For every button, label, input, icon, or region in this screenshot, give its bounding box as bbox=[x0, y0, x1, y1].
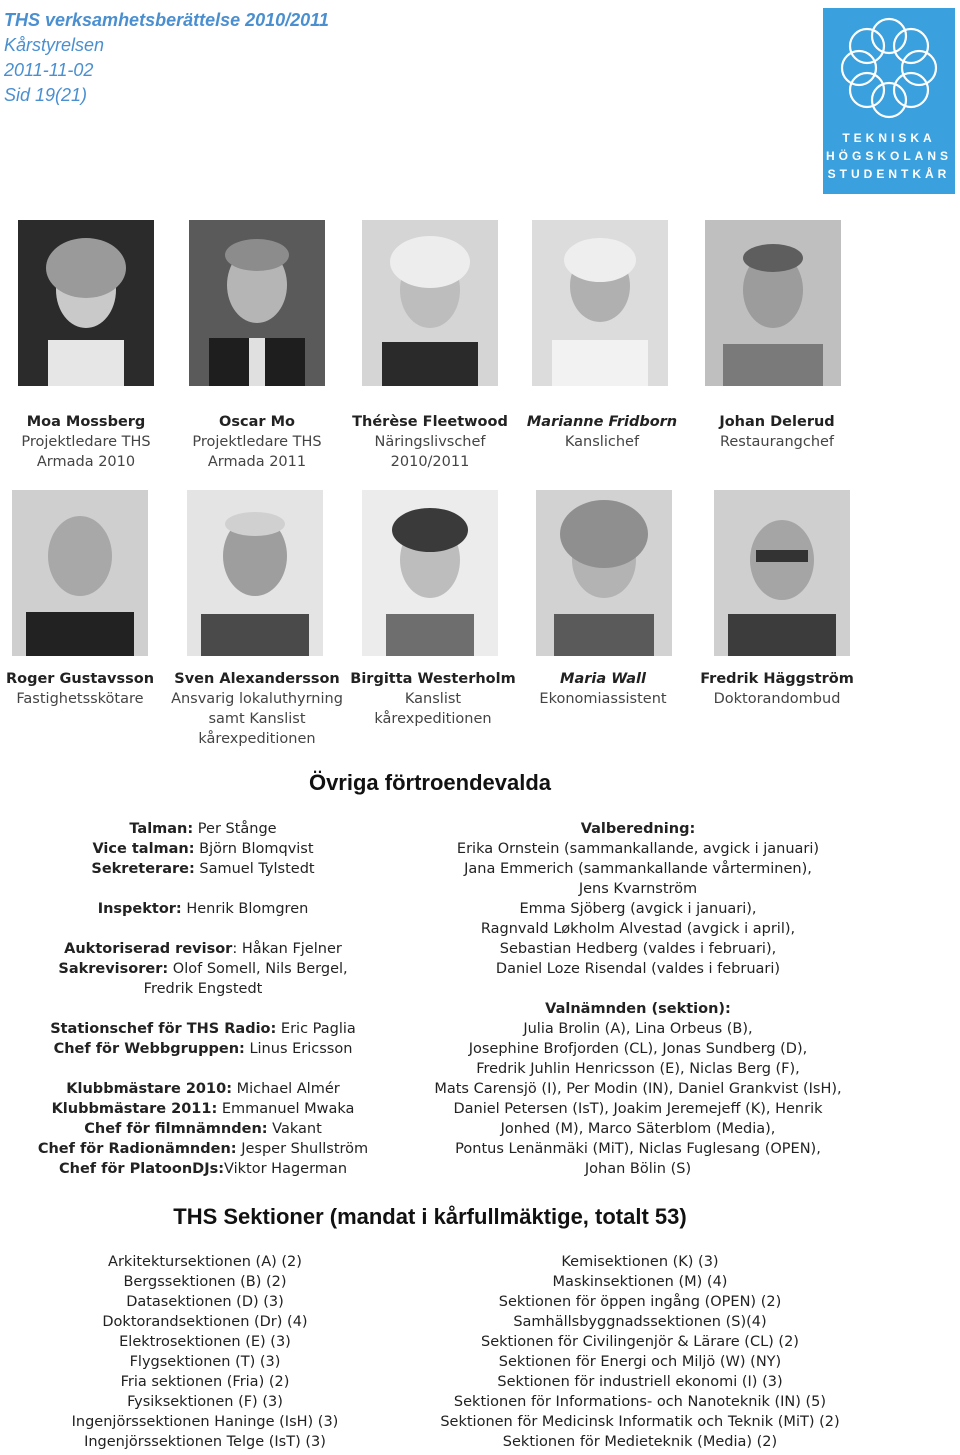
valberedning-member: Emma Sjöberg (avgick i januari), bbox=[519, 901, 757, 917]
official-line bbox=[10, 1079, 396, 1099]
officials-right-column bbox=[408, 819, 868, 1179]
section-item: Ingenjörssektionen Haninge (IsH) (3) bbox=[71, 1414, 339, 1430]
staff-role: Doktorandombud bbox=[713, 691, 841, 707]
section-item: Kemisektionen (K) (3) bbox=[561, 1254, 719, 1270]
valnamnden-members: Julia Brolin (A), Lina Orbeus (B), bbox=[523, 1021, 753, 1037]
official-label: Vice talman: bbox=[92, 841, 195, 857]
official-line bbox=[10, 1019, 396, 1039]
valnamnden-members: Fredrik Juhlin Henricsson (E), Niclas Berg (F), bbox=[476, 1061, 800, 1077]
valberedning-member: Jana Emmerich (sammankallande vårterminen), bbox=[464, 861, 812, 877]
staff-role: Projektledare THS bbox=[21, 434, 151, 450]
section-heading-ovriga: Övriga förtroendevalda bbox=[308, 770, 552, 795]
official-line bbox=[10, 1159, 396, 1179]
portrait-photo bbox=[189, 220, 325, 386]
logo-text-line2: HÖGSKOLANS bbox=[825, 149, 952, 163]
section-item: Sektionen för industriell ekonomi (I) (3) bbox=[497, 1374, 783, 1390]
staff-role: Ansvarig lokaluthyrning bbox=[171, 691, 343, 707]
official-line bbox=[10, 819, 396, 839]
official-label: Sekreterare: bbox=[91, 861, 195, 877]
staff-name: Johan Delerud bbox=[719, 414, 835, 430]
section-item: Fria sektionen (Fria) (2) bbox=[120, 1374, 290, 1390]
staff-card bbox=[513, 669, 693, 709]
staff-name: Moa Mossberg bbox=[26, 414, 146, 430]
official-label: Sakrevisorer: bbox=[58, 961, 169, 977]
document-header bbox=[4, 8, 329, 108]
section-item: Arkitektursektionen (A) (2) bbox=[108, 1254, 302, 1270]
sections-left-column bbox=[20, 1252, 390, 1452]
section-heading-sektioner: THS Sektioner (mandat i kårfullmäktige, totalt 53) bbox=[173, 1204, 687, 1229]
valnamnden-label: Valnämnden (sektion): bbox=[545, 1001, 731, 1017]
valberedning-member: Erika Ornstein (sammankallande, avgick i januari) bbox=[456, 841, 820, 857]
portrait-photo bbox=[362, 490, 498, 656]
official-label: Chef för Webbgruppen: bbox=[53, 1041, 245, 1057]
staff-name: Sven Alexandersson bbox=[174, 671, 340, 687]
staff-card bbox=[512, 412, 692, 452]
official-label: Klubbmästare 2011: bbox=[51, 1101, 218, 1117]
official-value: Per Stånge bbox=[193, 821, 277, 837]
section-item: Doktorandsektionen (Dr) (4) bbox=[102, 1314, 308, 1330]
official-line bbox=[10, 839, 396, 859]
staff-name: Birgitta Westerholm bbox=[350, 671, 516, 687]
official-value: : Håkan Fjelner bbox=[232, 941, 342, 957]
valnamnden-members: Jonhed (M), Marco Säterblom (Media), bbox=[500, 1121, 776, 1137]
section-item: Samhällsbyggnadssektionen (S)(4) bbox=[513, 1314, 767, 1330]
page-number: Sid 19(21) bbox=[4, 85, 88, 105]
staff-card bbox=[167, 669, 347, 749]
staff-card bbox=[687, 669, 867, 709]
valnamnden-members: Mats Carensjö (I), Per Modin (IN), Daniel Grankvist (IsH), bbox=[434, 1081, 842, 1097]
portrait-photo bbox=[705, 220, 841, 386]
official-label: Klubbmästare 2010: bbox=[66, 1081, 232, 1097]
valberedning-member: Daniel Loze Risendal (valdes i februari) bbox=[495, 961, 781, 977]
valberedning-label: Valberedning: bbox=[580, 821, 696, 837]
section-item: Maskinsektionen (M) (4) bbox=[552, 1274, 728, 1290]
staff-role: Ekonomiassistent bbox=[539, 691, 667, 707]
staff-role: kårexpeditionen bbox=[374, 711, 492, 727]
official-line bbox=[10, 1039, 396, 1059]
section-item: Fysiksektionen (F) (3) bbox=[127, 1394, 283, 1410]
staff-name: Thérèse Fleetwood bbox=[352, 414, 508, 430]
document-date: 2011-11-02 bbox=[4, 60, 94, 80]
official-value: Henrik Blomgren bbox=[181, 901, 309, 917]
valnamnden-members: Josephine Brofjorden (CL), Jonas Sundberg (D), bbox=[468, 1041, 808, 1057]
staff-role: Fastighetsskötare bbox=[16, 691, 144, 707]
section-item: Sektionen för Energi och Miljö (W) (NY) bbox=[498, 1354, 782, 1370]
section-item: Flygsektionen (T) (3) bbox=[129, 1354, 281, 1370]
staff-card bbox=[0, 412, 176, 472]
portrait-photo bbox=[362, 220, 498, 386]
staff-name: Maria Wall bbox=[560, 671, 646, 687]
valberedning-member: Ragnvald Løkholm Alvestad (avgick i april), bbox=[480, 921, 796, 937]
staff-name: Fredrik Häggström bbox=[700, 671, 854, 687]
section-item: Sektionen för Civilingenjör & Lärare (CL) (2) bbox=[481, 1334, 799, 1350]
official-value: Olof Somell, Nils Bergel, bbox=[168, 961, 348, 977]
logo-text-line3: STUDENTKÅR bbox=[827, 167, 951, 181]
official-line bbox=[10, 1119, 396, 1139]
valberedning-member: Sebastian Hedberg (valdes i februari), bbox=[499, 941, 777, 957]
staff-name: Marianne Fridborn bbox=[526, 414, 678, 430]
section-item: Datasektionen (D) (3) bbox=[126, 1294, 284, 1310]
document-org: Kårstyrelsen bbox=[4, 35, 105, 55]
official-line bbox=[10, 1139, 396, 1159]
official-value: Viktor Hagerman bbox=[224, 1161, 348, 1177]
section-item: Sektionen för Informations- och Nanoteknik (IN) (5) bbox=[453, 1394, 827, 1410]
official-value: Eric Paglia bbox=[276, 1021, 356, 1037]
staff-role: Kanslist bbox=[404, 691, 462, 707]
staff-role: Restaurangchef bbox=[719, 434, 835, 450]
portrait-photo bbox=[536, 490, 672, 656]
staff-card bbox=[0, 669, 170, 709]
ths-logo bbox=[823, 8, 955, 194]
portrait-photo bbox=[532, 220, 668, 386]
official-label: Talman: bbox=[129, 821, 194, 837]
official-line bbox=[10, 939, 396, 959]
staff-card bbox=[167, 412, 347, 472]
official-value: Jesper Shullström bbox=[236, 1141, 369, 1157]
staff-name: Oscar Mo bbox=[219, 414, 295, 430]
official-label: Inspektor: bbox=[97, 901, 182, 917]
official-line bbox=[10, 1099, 396, 1119]
official-label: Stationschef för THS Radio: bbox=[50, 1021, 277, 1037]
official-label: Auktoriserad revisor bbox=[64, 941, 233, 957]
official-line bbox=[10, 859, 396, 879]
portrait-photo bbox=[714, 490, 850, 656]
portrait-photo bbox=[12, 490, 148, 656]
staff-role: Armada 2011 bbox=[207, 454, 307, 470]
section-item: Sektionen för öppen ingång (OPEN) (2) bbox=[498, 1294, 782, 1310]
staff-card bbox=[340, 412, 520, 472]
staff-role: Armada 2010 bbox=[36, 454, 136, 470]
section-item: Sektionen för Medieteknik (Media) (2) bbox=[502, 1434, 778, 1450]
staff-name: Roger Gustavsson bbox=[5, 671, 155, 687]
section-item: Ingenjörssektionen Telge (IsT) (3) bbox=[84, 1434, 326, 1450]
staff-role: 2010/2011 bbox=[390, 454, 470, 470]
staff-role: Projektledare THS bbox=[192, 434, 322, 450]
valberedning-member: Jens Kvarnström bbox=[578, 881, 698, 897]
valnamnden-members: Pontus Lenänmäki (MiT), Niclas Fuglesang (OPEN), bbox=[455, 1141, 821, 1157]
valnamnden-members: Johan Bölin (S) bbox=[584, 1161, 692, 1177]
staff-card bbox=[343, 669, 523, 729]
official-line bbox=[10, 959, 396, 979]
official-value: Samuel Tylstedt bbox=[194, 861, 315, 877]
staff-role: Näringslivschef bbox=[374, 434, 486, 450]
portrait-photo bbox=[18, 220, 154, 386]
document-title: THS verksamhetsberättelse 2010/2011 bbox=[4, 10, 329, 30]
official-label: Chef för filmnämnden: bbox=[84, 1121, 268, 1137]
official-value: Vakant bbox=[267, 1121, 322, 1137]
staff-card bbox=[687, 412, 867, 452]
official-value: Michael Almér bbox=[232, 1081, 340, 1097]
official-value: Emmanuel Mwaka bbox=[217, 1101, 355, 1117]
portrait-photo bbox=[187, 490, 323, 656]
section-item: Bergssektionen (B) (2) bbox=[123, 1274, 287, 1290]
official-value: Fredrik Engstedt bbox=[143, 981, 263, 997]
sections-right-column bbox=[400, 1252, 880, 1452]
official-value: Björn Blomqvist bbox=[194, 841, 314, 857]
official-label: Chef för PlatoonDJs: bbox=[58, 1161, 225, 1177]
staff-role: Kanslichef bbox=[564, 434, 640, 450]
official-label: Chef för Radionämnden: bbox=[37, 1141, 237, 1157]
rings-icon bbox=[823, 8, 955, 128]
section-item: Elektrosektionen (E) (3) bbox=[119, 1334, 291, 1350]
section-item: Sektionen för Medicinsk Informatik och Teknik (MiT) (2) bbox=[440, 1414, 840, 1430]
officials-left-column bbox=[10, 819, 396, 1179]
valnamnden-members: Daniel Petersen (IsT), Joakim Jeremejeff (K), Henrik bbox=[453, 1101, 823, 1117]
official-value: Linus Ericsson bbox=[244, 1041, 353, 1057]
logo-text-line1: TEKNISKA bbox=[842, 131, 936, 145]
official-line bbox=[10, 899, 396, 919]
staff-role: kårexpeditionen bbox=[198, 731, 316, 747]
staff-role: samt Kanslist bbox=[208, 711, 306, 727]
